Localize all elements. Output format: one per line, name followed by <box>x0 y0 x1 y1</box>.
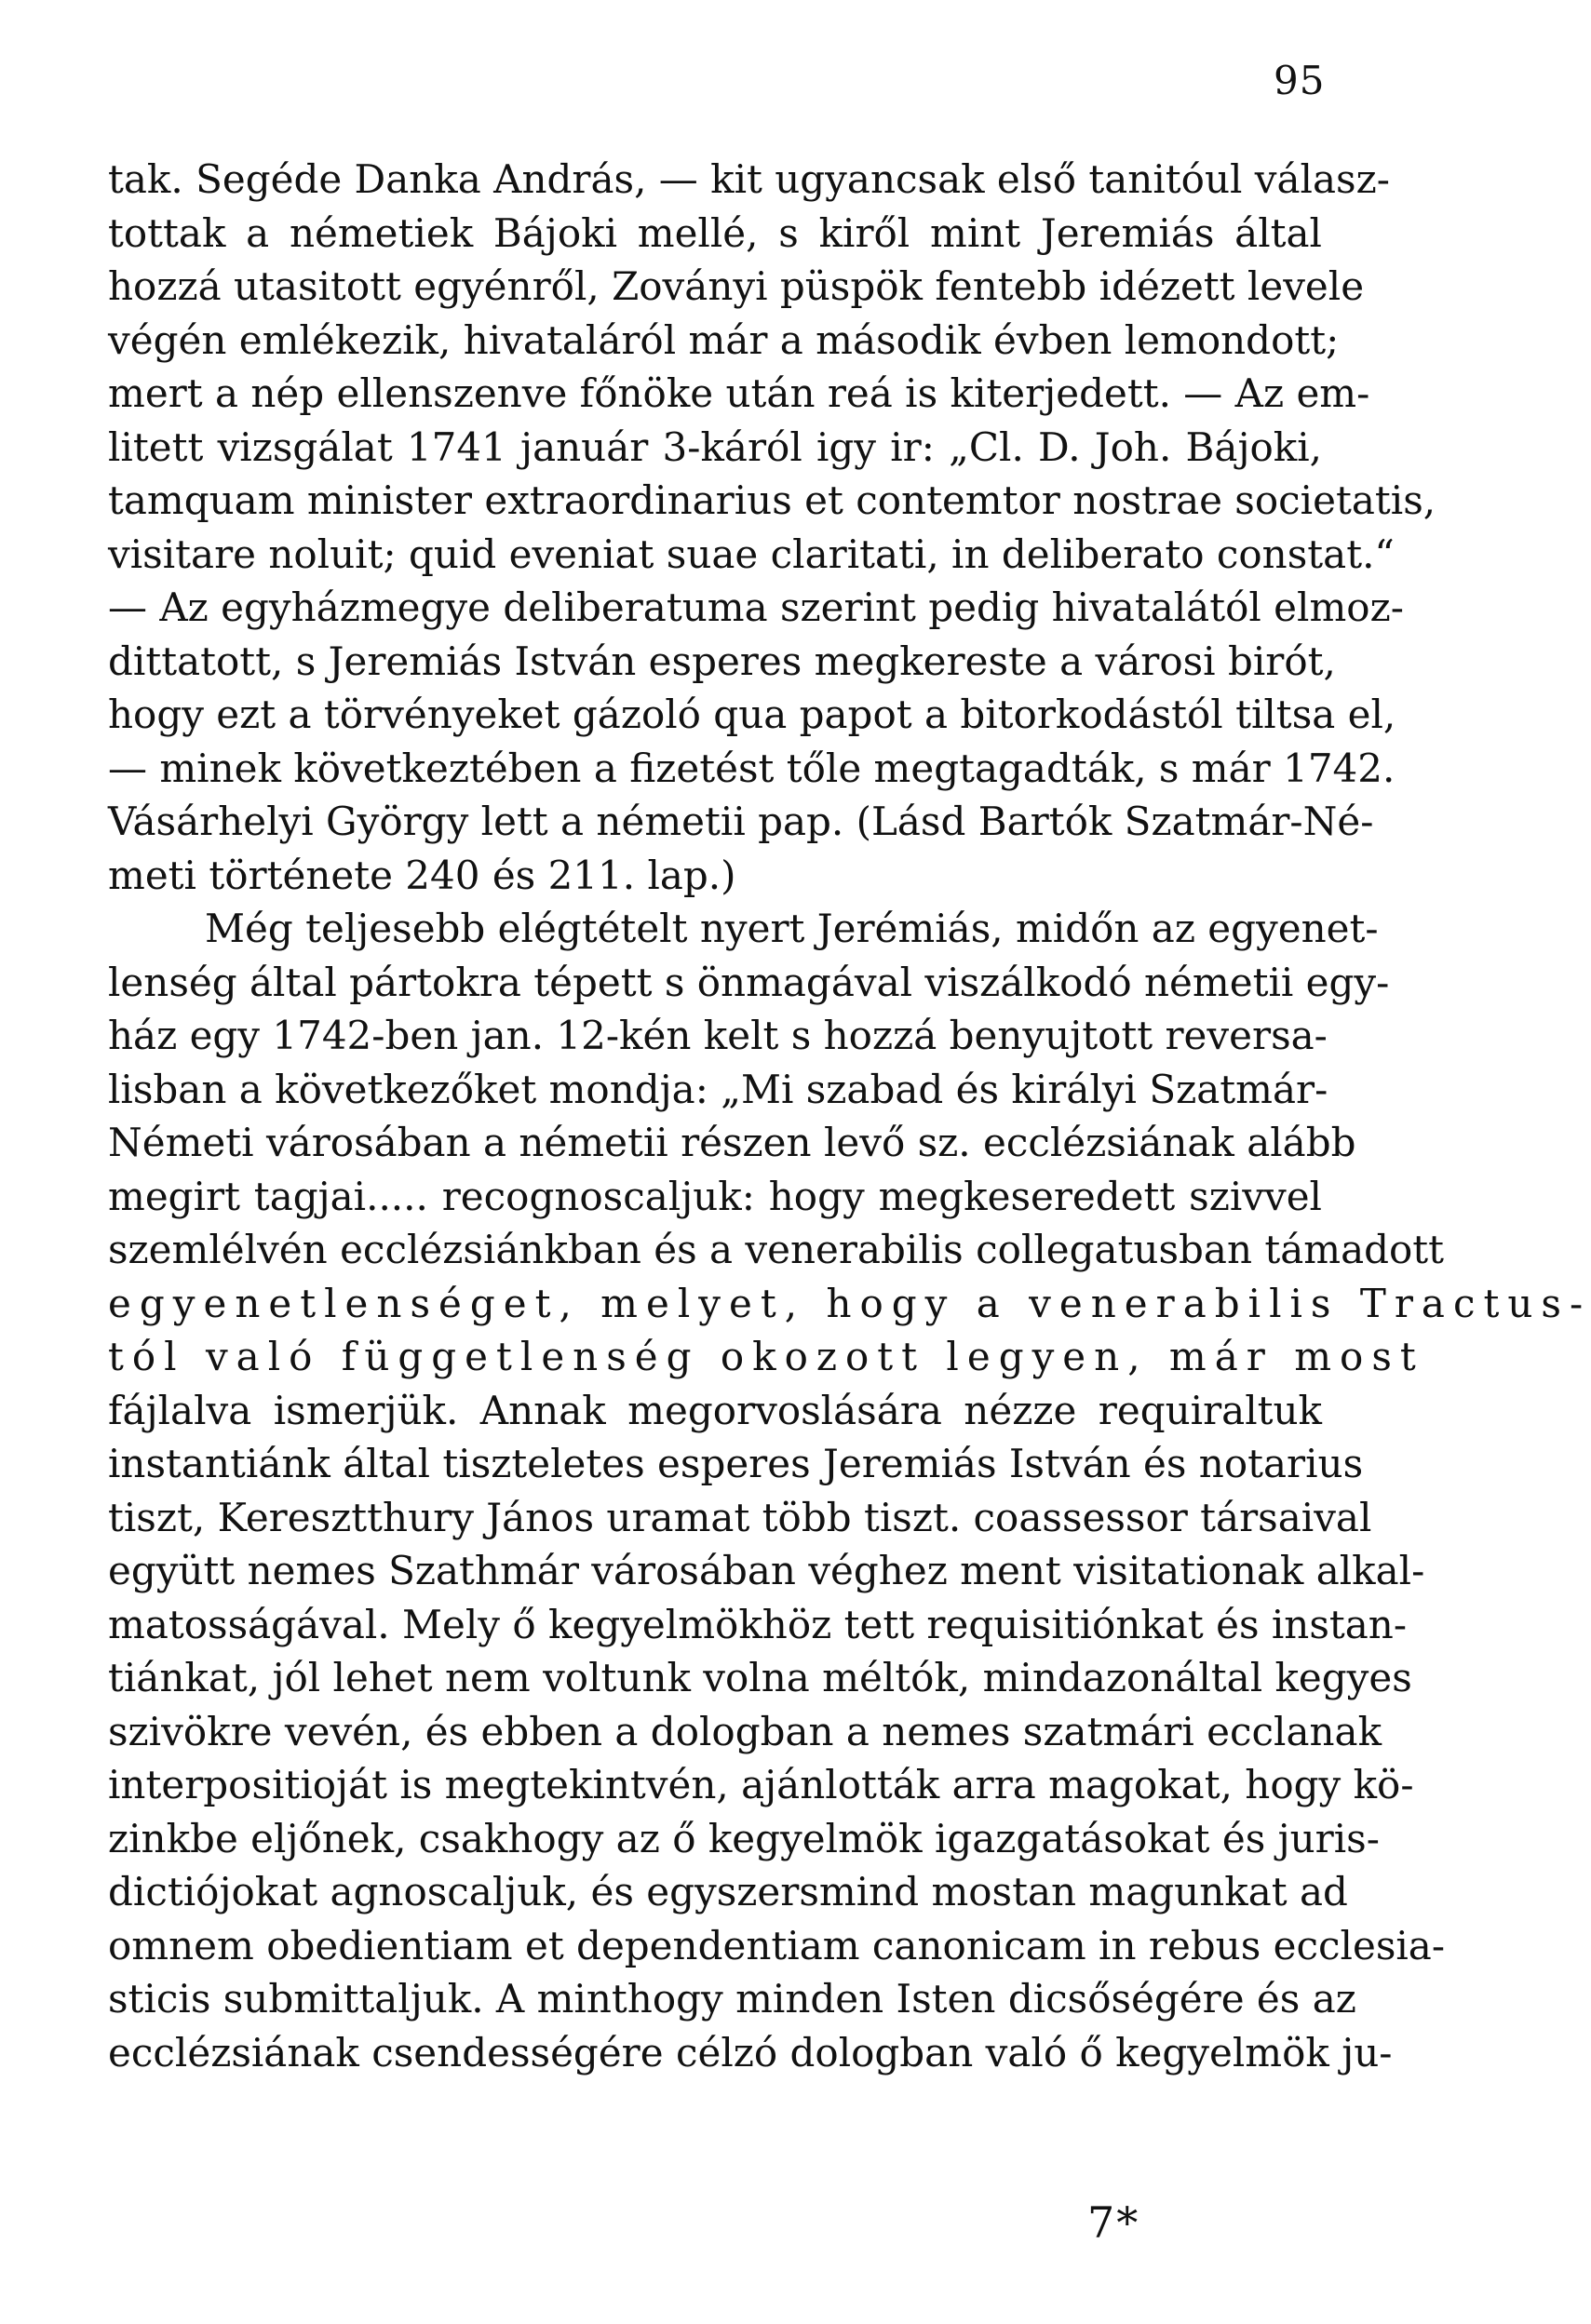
text-line: matosságával. Mely ő kegyelmökhöz tett requisitiónkat és instan- <box>108 1601 1408 1647</box>
text-line: együtt nemes Szathmár városában véghez ment visitationak alkal- <box>108 1548 1425 1593</box>
text-line: lenség által pártokra tépett s önmagával viszálkodó németii egy- <box>108 959 1390 1005</box>
page-number: 95 <box>1274 58 1326 103</box>
paragraph-start-line: Még teljesebb elégtételt nyert Jerémiás, midőn az egyenet- <box>205 906 1379 951</box>
text-line: visitare noluit; quid eveniat suae claritati, in deliberato constat.“ <box>108 531 1395 577</box>
text-line: dictiójokat agnoscaljuk, és egyszersmind mostan magunkat ad <box>108 1869 1348 1914</box>
text-line: tiszt, Keresztthury János uramat több tiszt. coassessor társaival <box>108 1494 1372 1540</box>
body-text <box>108 153 1591 2079</box>
text-line: Vásárhelyi György lett a németii pap. (Lásd Bartók Szatmár-Né- <box>108 799 1374 844</box>
text-line: litett vizsgálat 1741 január 3-káról igy ir: „Cl. D. Joh. Bájoki, <box>108 423 1322 470</box>
text-line: — Az egyházmegye deliberatuma szerint pedig hivatalától elmoz- <box>108 584 1404 630</box>
spaced-text-line: tól való függetlenség okozott legyen, már most <box>108 1334 1424 1379</box>
paragraph-end-line: meti története 240 és 211. lap.) <box>108 852 736 898</box>
text-line: — minek következtében a fizetést tőle megtagadták, s már 1742. <box>108 745 1395 791</box>
text-line: omnem obedientiam et dependentiam canonicam in rebus ecclesia- <box>108 1922 1446 1968</box>
text-line: végén emlékezik, hivataláról már a második évben lemondott; <box>108 316 1340 363</box>
text-line: sticis submittaljuk. A minthogy minden Isten dicsőségére és az <box>108 1976 1356 2022</box>
spaced-text-line: egyenetlenséget, melyet, hogy a venerabilis Tractus- <box>108 1280 1591 1326</box>
text-line: tak. Segéde Danka András, — kit ugyancsak első tanitóul válasz- <box>108 156 1390 202</box>
text-line: szivökre vevén, és ebben a dologban a nemes szatmári ecclanak <box>108 1708 1382 1754</box>
text-line: ecclézsiának csendességére célzó dologban való ő kegyelmök ju- <box>108 2029 1393 2075</box>
text-line: hozzá utasitott egyénről, Zoványi püspök fentebb idézett levele <box>108 263 1365 309</box>
text-line: tamquam minister extraordinarius et contemtor nostrae societatis, <box>108 477 1436 523</box>
text-line: dittatott, s Jeremiás István esperes megkereste a városi birót, <box>108 638 1336 684</box>
text-line: tottak a németiek Bájoki mellé, s kiről mint Jeremiás által <box>108 209 1322 256</box>
text-line: instantiánk által tiszteletes esperes Jeremiás István és notarius <box>108 1441 1364 1486</box>
text-line: tiánkat, jól lehet nem voltunk volna méltók, mindazonáltal kegyes <box>108 1655 1412 1700</box>
text-line: lisban a következőket mondja: „Mi szabad és királyi Szatmár- <box>108 1066 1328 1112</box>
text-line: zinkbe eljőnek, csakhogy az ő kegyelmök igazgatásokat és juris- <box>108 1815 1380 1861</box>
text-line: Németi városában a németii részen levő sz. ecclézsiának alább <box>108 1120 1356 1165</box>
text-line: hogy ezt a törvényeket gázoló qua papot a bitorkodástól tiltsa el, <box>108 692 1396 737</box>
text-line: megirt tagjai..... recognoscaljuk: hogy megkeseredett szivvel <box>108 1173 1322 1219</box>
signature-mark: 7* <box>1087 2197 1140 2248</box>
text-line: mert a nép ellenszenve főnöke után reá is kiterjedett. — Az em- <box>108 370 1370 416</box>
text-line: fájlalva ismerjük. Annak megorvoslására nézze requiraltuk <box>108 1387 1322 1433</box>
text-line: interpositioját is megtekintvén, ajánlották arra magokat, hogy kö- <box>108 1762 1414 1807</box>
text-line: szemlélvén ecclézsiánkban és a venerabilis collegatusban támadott <box>108 1227 1445 1272</box>
text-line: ház egy 1742-ben jan. 12-kén kelt s hozzá benyujtott reversa- <box>108 1013 1328 1058</box>
